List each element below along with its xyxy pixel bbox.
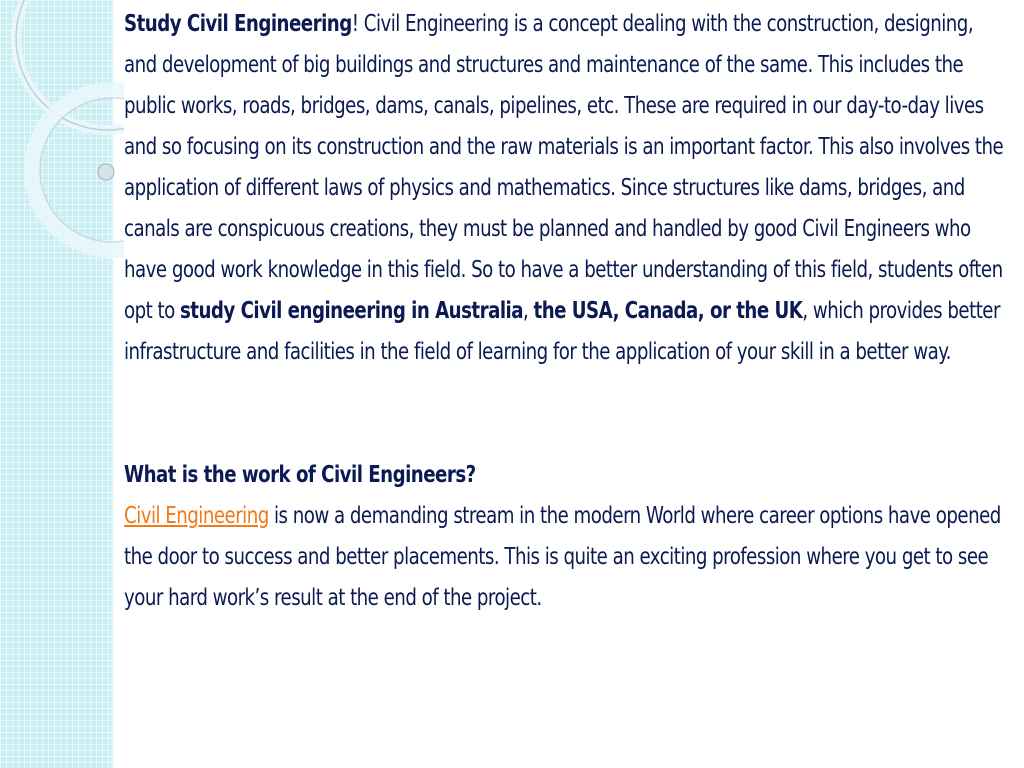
slide-text bbox=[124, 4, 1009, 619]
intro-text-end: , which provides better infrastructure and facilities in the field of learning for the application of your skill in a better way. bbox=[124, 298, 1000, 365]
spacer bbox=[124, 373, 1009, 455]
section-heading: What is the work of Civil Engineers? bbox=[124, 462, 476, 488]
work-text: is now a demanding stream in the modern World where career options have opened the door to success and better placements. This is quite an exciting profession where you get to see your hard work’s result at the end of the project. bbox=[124, 503, 1001, 611]
intro-bold-countries: the USA, Canada, or the UK bbox=[533, 298, 803, 324]
intro-bold-australia: study Civil engineering in Australia bbox=[179, 298, 524, 324]
paragraph-work bbox=[124, 496, 1009, 619]
intro-text: ! Civil Engineering is a concept dealing with the construction, designing, and development of big buildings and structures and maintenance of the same. This includes the public works, roads, bridges, dams, canals, pipelines, etc. These are required in our day-to-day lives and so focusing on its construction and the raw materials is an important factor. This also involves the application of different laws of physics and mathematics. Since structures like dams, bridges, and canals are conspicuous creations, they must be planned and handled by good Civil Engineers who have good work knowledge in this field. So to have a better understanding of this field, students often opt to bbox=[124, 11, 1004, 324]
decorative-rings bbox=[0, 0, 124, 260]
intro-separator: , bbox=[523, 298, 534, 324]
intro-lead-bold: Study Civil Engineering bbox=[124, 11, 352, 37]
paragraph-intro bbox=[124, 4, 1009, 373]
civil-engineering-link[interactable]: Civil Engineering bbox=[124, 503, 269, 529]
